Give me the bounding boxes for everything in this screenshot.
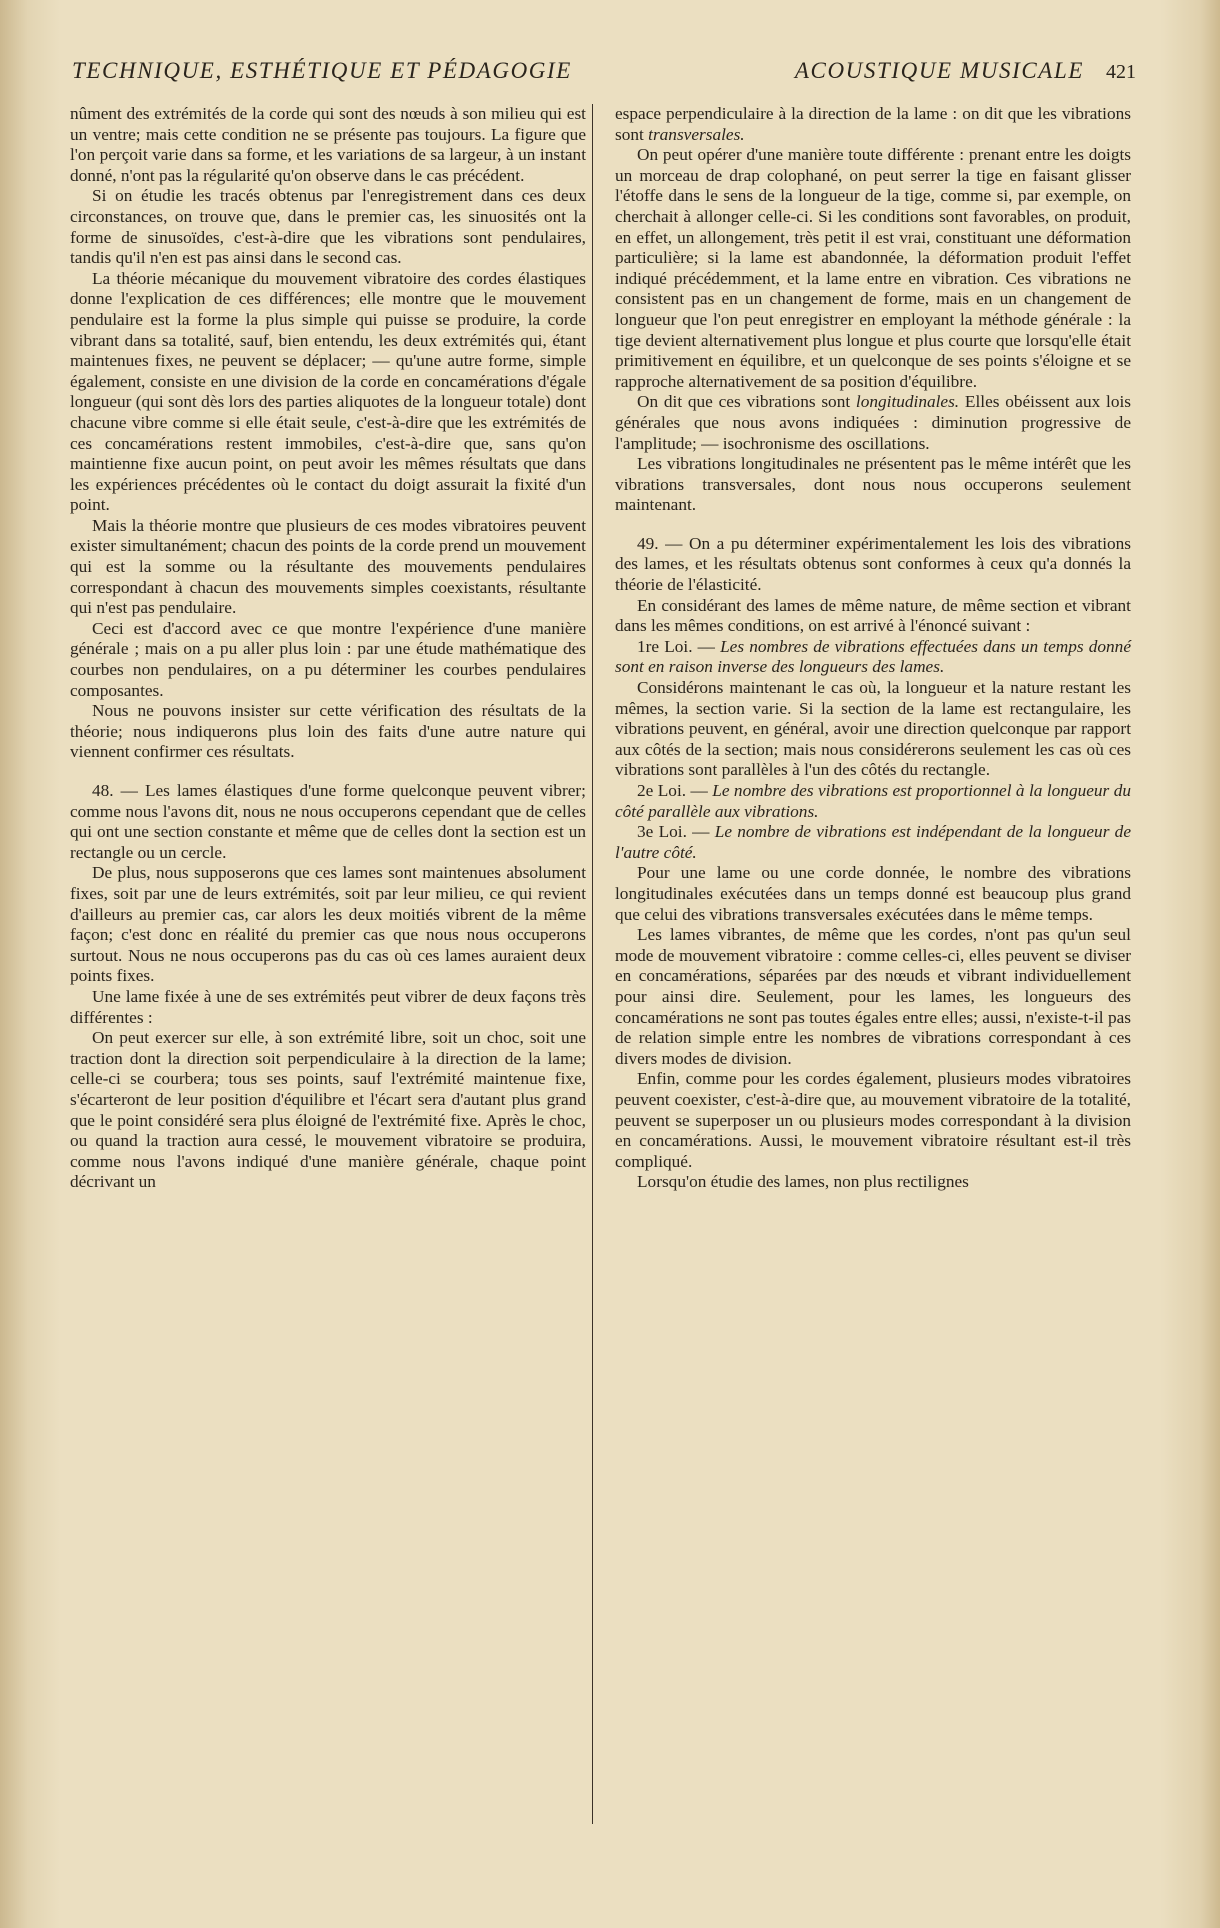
text: On dit que ces vibrations sont: [637, 392, 856, 412]
paragraph: Les vibrations longitudinales ne présentent pas le même intérêt que les vibrations transversales, dont nous nous occuperons seulement maintenant.: [615, 454, 1131, 515]
paragraph: Nous ne pouvons insister sur cette vérification des résultats de la théorie; nous indiquerons plus loin des faits d'une autre nature qui viennent confirmer ces résultats.: [70, 701, 586, 762]
law-text: Le nombre des vibrations est proportionnel à la longueur du côté parallèle aux vibrations.: [615, 781, 1131, 821]
paragraph: On peut opérer d'une manière toute différente : prenant entre les doigts un morceau de drap colophané, on peut serrer la tige en faisant glisser l'étoffe dans le sens de la longueur de la tige, comme si, par exemple, on cherchait à allonger celle-ci. Si les conditions sont favorables, on produit, en effet, un allongement, très petit il est vrai, constituant une déformation particulière; si la lame est abandonnée, la déformation produit l'effet indiqué précédemment, et la lame entre en vibration. Ces vibrations ne consistent pas en un changement de forme, mais en un changement de longueur que l'on peut enregistrer en employant la méthode générale : la tige devient alternativement plus longue et plus courte que lorsqu'elle était primitivement en équilibre, et un quelconque de ses points s'éloigne et se rapproche alternativement de sa position d'équilibre.: [615, 145, 1131, 391]
law-text: Les nombres de vibrations effectuées dans un temps donné sont en raison inverse des longueurs des lames.: [615, 636, 1131, 677]
law-1: [615, 637, 1131, 678]
header-left-title: TECHNIQUE, ESTHÉTIQUE ET PÉDAGOGIE: [72, 58, 572, 83]
paragraph: [615, 104, 1131, 145]
paragraph: nûment des extrémités de la corde qui sont des nœuds à son milieu qui est un ventre; mais cette condition ne se présente pas toujours. La figure que l'on perçoit varie dans sa forme, et les variations de sa largeur, à un instant donné, n'ont pas la régularité qu'on observe dans le cas précédent.: [70, 104, 586, 185]
paragraph: On peut exercer sur elle, à son extrémité libre, soit un choc, soit une traction dont la direction soit perpendiculaire à la direction de la lame; celle-ci se courbera; tous ses points, sauf l'extrémité maintenue fixe, s'écarteront de leur position d'équilibre et l'écart sera d'autant plus grand que le point considéré sera plus éloigné de l'extrémité fixe. Après le choc, ou quand la traction aura cessé, le mouvement vibratoire se produira, comme nous l'avons indiqué d'une manière générale, chaque point décrivant un: [70, 1028, 586, 1192]
running-header: [72, 58, 1136, 92]
header-right: [795, 58, 1136, 84]
paragraph: Une lame fixée à une de ses extrémités peut vibrer de deux façons très différentes :: [70, 986, 586, 1027]
paragraph: [615, 392, 1131, 454]
page-number: 421: [1106, 61, 1136, 83]
italic-term: transversales.: [648, 124, 745, 144]
right-column: [615, 104, 1131, 1193]
section-49-paragraph: 49. — On a pu déterminer expérimentalement les lois des vibrations des lames, et les résultats obtenus sont conformes à ceux qu'a donnés la théorie de l'élasticité.: [615, 533, 1131, 595]
text: espace perpendiculaire à la direction de la lame : on dit que les vibrations sont: [615, 104, 1131, 144]
law-text: Le nombre de vibrations est indépendant de la longueur de l'autre côté.: [615, 822, 1131, 862]
law-label: 2e Loi. —: [637, 781, 713, 800]
paragraph: En considérant des lames de même nature, de même section et vibrant dans les mêmes conditions, on est arrivé à l'énoncé suivant :: [615, 595, 1131, 636]
paragraph: Considérons maintenant le cas où, la longueur et la nature restant les mêmes, la section varie. Si la section de la lame est rectangulaire, les vibrations peuvent, en général, avoir une direction quelconque par rapport aux côtés de la section; mais nous considérerons seulement les cas où ces vibrations sont parallèles à l'un des côtés du rectangle.: [615, 678, 1131, 780]
italic-term: longitudinales.: [855, 392, 960, 412]
law-label: 1re Loi. —: [637, 636, 721, 656]
paragraph: Mais la théorie montre que plusieurs de ces modes vibratoires peuvent exister simultanément; chacun des points de la corde prend un mouvement qui est la somme ou la résultante des mouvements pendulaires correspondant à chacun des mouvements simples coexistants, résultante qui n'est pas pendulaire.: [70, 515, 586, 618]
text: Elles obéissent aux lois générales que nous avons indiquées : diminution progressive de l'amplitude; — isochronisme des oscillations.: [615, 392, 1131, 453]
paragraph: Si on étudie les tracés obtenus par l'enregistrement dans ces deux circonstances, on trouve que, dans le premier cas, les sinuosités ont la forme de sinusoïdes, c'est-à-dire que les vibrations sont pendulaires, tandis qu'il n'en est pas ainsi dans le second cas.: [70, 186, 586, 268]
left-column: [70, 104, 586, 1193]
header-right-title: ACOUSTIQUE MUSICALE: [794, 58, 1084, 83]
paragraph: La théorie mécanique du mouvement vibratoire des cordes élastiques donne l'explication de ces différences; elle montre que le mouvement pendulaire est la forme la plus simple qui puisse se produire, la corde vibrant dans sa totalité, sauf, bien entendu, les deux extrémités qui, étant maintenues fixes, ne peuvent se déplacer; — qu'une autre forme, simple également, consiste en une division de la corde en concamérations d'égale longueur (qui sont dès lors des parties aliquotes de la longueur totale) dont chacune vibre comme si elle était seule, c'est-à-dire que les extrémités de ces concamérations restent immobiles, c'est-à-dire que, sans qu'on maintienne fixe aucun point, on peut avoir les mêmes résultats que dans les expériences précédentes où le contact du doigt assurait la fixité d'un point.: [70, 268, 586, 515]
paragraph: Ceci est d'accord avec ce que montre l'expérience d'une manière générale ; mais on a pu aller plus loin : par une étude mathématique des courbes non pendulaires, on a pu déterminer les courbes pendulaires composantes.: [70, 618, 586, 700]
paragraph: Pour une lame ou une corde donnée, le nombre des vibrations longitudinales exécutées dans un temps donné est beaucoup plus grand que celui des vibrations transversales exécutées dans le même temps.: [615, 863, 1131, 924]
column-divider: [592, 104, 593, 1824]
law-3: [615, 822, 1131, 863]
paragraph: De plus, nous supposerons que ces lames sont maintenues absolument fixes, soit par une de leurs extrémités, soit par leur milieu, ce qui revient d'ailleurs au premier cas, car alors les deux moitiés vibrent de la même façon; c'est donc en réalité du premier cas que nous nous occuperons surtout. Nous ne nous occuperons pas du cas où ces lames auraient deux points fixes.: [70, 863, 586, 986]
law-2: [615, 781, 1131, 822]
law-label: 3e Loi. —: [637, 822, 715, 842]
section-48-paragraph: 48. — Les lames élastiques d'une forme quelconque peuvent vibrer; comme nous l'avons dit, nous ne nous occuperons cependant que de celles qui ont une section constante et même que de celles dont la section est un rectangle ou un cercle.: [70, 781, 586, 862]
paragraph: Enfin, comme pour les cordes également, plusieurs modes vibratoires peuvent coexister, c'est-à-dire que, au mouvement vibratoire de la totalité, peuvent se superposer un ou plusieurs modes correspondant à la division en concamérations. Aussi, le mouvement vibratoire résultant est-il très compliqué.: [615, 1069, 1131, 1171]
paragraph: Les lames vibrantes, de même que les cordes, n'ont pas qu'un seul mode de mouvement vibratoire : comme celles-ci, elles peuvent se diviser en concamérations, séparées par des nœuds et vibrant individuellement pour ainsi dire. Seulement, pour les lames, les longueurs des concamérations ne sont pas toutes égales entre elles; aussi, n'existe-t-il pas de relation simple entre les nombres de vibrations correspondant à ces divers modes de division.: [615, 925, 1131, 1068]
paragraph: Lorsqu'on étudie des lames, non plus rectilignes: [637, 1172, 969, 1192]
